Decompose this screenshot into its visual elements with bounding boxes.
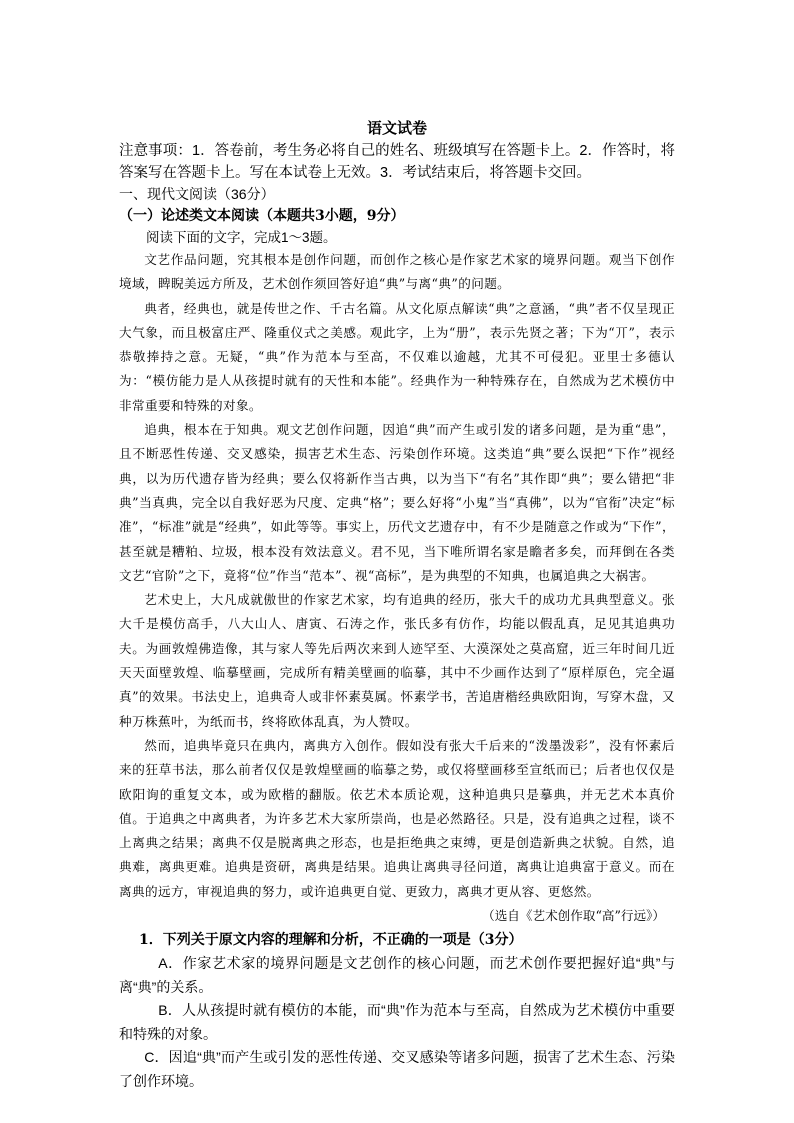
question-1-option-a: A．作家艺术家的境界问题是文艺创作的核心问题，而艺术创作要把握好追“典”与离“典”的关系。: [119, 955, 675, 995]
exam-notice: 注意事项：1．答卷前，考生务必将自己的姓名、班级填写在答题卡上。2．作答时，将答案写在答题卡上。写在本试卷上无效。3．考试结束后，将答题卡交回。: [119, 143, 675, 181]
part-heading: 一、现代文阅读（36分）: [119, 186, 275, 202]
passage-paragraph: 艺术史上，大凡成就傲世的作家艺术家，均有追典的经历，张大千的成功尤具典型意义。张大千是模仿高手，八大山人、唐寅、石涛之作，张氏多有仿作，均能以假乱真，足见其追典功夫。为画敦煌佛造像，其与家人等先后两次来到人迹罕至、大漠深处之莫高窟，近三年时间几近天天面壁敦煌、临摹壁画，完成所有精美壁画的临摹，其中不少画作达到了“原样原色，完全逼真”的效果。书法史上，追典奇人或非怀素莫属。怀素学书，苦追唐楷经典欧阳询，写穿木盘，又种万株蕉叶，为纸而书，终将欧体乱真，为人赞叹。: [119, 592, 675, 729]
section-heading: （一）论述类文本阅读（本题共3小题，9分）: [119, 208, 405, 224]
question-1-option-b: B．人从孩提时就有模仿的本能，而“典”作为范本与至高，自然成为艺术模仿中重要和特殊的对象。: [119, 1002, 675, 1042]
question-1-stem: 1．下列关于原文内容的理解和分析，不正确的一项是（3分）: [139, 932, 523, 949]
question-1-option-c: C．因追“典”而产生或引发的恶性传递、交叉感染等诸多问题，损害了艺术生态、污染了创作环境。: [119, 1049, 675, 1089]
passage-source: （选自《艺术创作取“高”行远》）: [482, 908, 665, 924]
passage-paragraph: 然而，追典毕竟只在典内，离典方入创作。假如没有张大千后来的“泼墨泼彩”，没有怀素后来的狂草书法，那么前者仅仅是敦煌壁画的临摹之势，或仅将壁画移至宣纸而已；后者也仅仅是欧阳询的重复文本，或为欧楷的翻版。依艺术本质论观，这种追典只是摹典，并无艺术本真价值。于追典之中离典者，为许多艺术大家所崇尚，也是必然路径。只是，没有追典之过程，谈不上离典之结果；离典不仅是脱离典之形态，也是拒绝典之束缚，更是创造新典之状貌。自然，追典难，离典更难。追典是资研，离典是结果。追典让离典寻径问道，离典让追典富于意义。而在离典的远方，审视追典的努力，或许追典更自觉、更致力，离典才更从容、更悠然。: [119, 737, 675, 899]
passage-paragraph: 文艺作品问题，究其根本是创作问题，而创作之核心是作家艺术家的境界问题。观当下创作境域，睥睨美远方所及，艺术创作须回答好追“典”与离“典”的问题。: [119, 252, 675, 292]
reading-instruction: 阅读下面的文字，完成1～3题。: [146, 230, 337, 245]
reading-passage: [119, 248, 675, 904]
passage-paragraph: 典者，经典也，就是传世之作、千古名篇。从文化原点解读“典”之意涵，“典”者不仅呈现正大气象，而且极富庄严、隆重仪式之美感。观此字，上为“册”，表示先贤之著；下为“丌”，表示恭敬捧持之意。无疑，“典”作为范本与至高，不仅难以逾越，尤其不可侵犯。亚里士多德认为：“模仿能力是人从孩提时就有的天性和本能”。经典作为一种特殊存在，自然成为艺术模仿中非常重要和特殊的对象。: [119, 300, 675, 413]
passage-paragraph: 追典，根本在于知典。观文艺创作问题，因追“典”而产生或引发的诸多问题，是为重“患”，且不断恶性传递、交叉感染，损害艺术生态、污染创作环境。这类追“典”要么误把“下作”视经典，以为历代遗存皆为经典；要么仅将新作当古典，以为当下“有名”其作即“典”；要么错把“非典”当真典，完全以自我好恶为尺度、定典“格”；要么好将“小鬼”当“真佛”，以为“官衔”决定“标准”，“标准”就是“经典”，如此等等。事实上，历代文艺遗存中，有不少是随意之作或为“下作”，甚至就是糟粕、垃圾，根本没有效法意义。君不见，当下唯所谓名家是瞻者多矣，而拜倒在各类文艺“官阶”之下，竟将“位”作当“范本”、视“高标”，是为典型的不知典，也属追典之大祸害。: [119, 422, 675, 583]
exam-title: 语文试卷: [366, 119, 427, 137]
exam-page: [119, 110, 675, 1093]
